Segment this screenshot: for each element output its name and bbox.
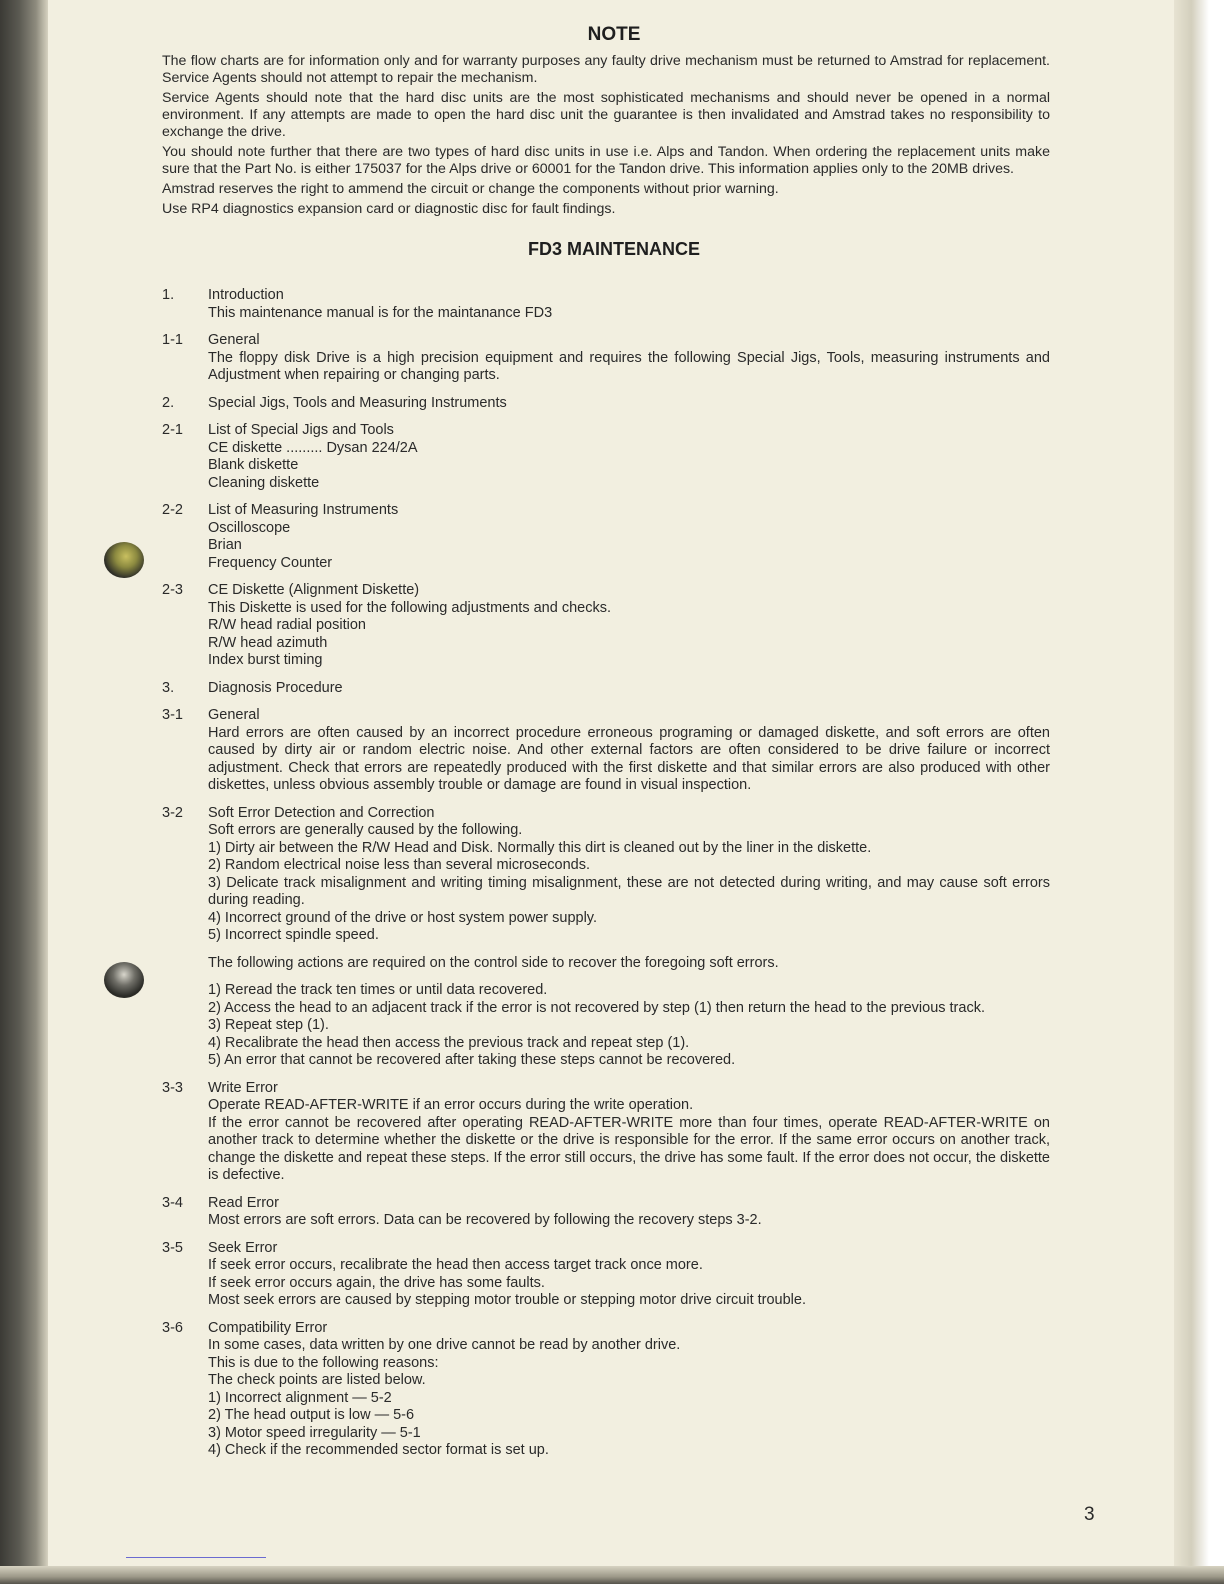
note-block <box>162 53 1050 218</box>
section-number: 2. <box>162 394 175 411</box>
binder-edge <box>0 0 48 1584</box>
section-line: Soft errors are generally caused by the following. <box>208 822 523 838</box>
section-1 <box>162 287 1050 322</box>
maintenance-sections <box>162 287 1050 1460</box>
note-paragraph: The flow charts are for information only and for warranty purposes any faulty drive mechanism must be returned to Amstrad for replacement. Service Agents should not attempt to repair the mechanism. <box>162 53 1050 86</box>
section-2-2 <box>162 502 1050 572</box>
section-line: The following actions are required on the control side to recover the foregoing soft errors. <box>208 954 779 971</box>
section-3-1 <box>162 707 1050 795</box>
recovery-step: 5) An error that cannot be recovered after taking these steps cannot be recovered. <box>208 1052 736 1068</box>
check-point: 1) Incorrect alignment — 5-2 <box>208 1389 392 1406</box>
section-3 <box>162 680 1050 698</box>
section-paragraph: Hard errors are often caused by an incorrect procedure erroneous programing or damaged diskette, and soft errors are often caused by dirty air or random electric noise. And other external factors are often considered to be drive failure or incorrect adjustment. Check that errors are repeatedly produced with the first diskette and that similar errors are also produced with other diskettes, unless obvious assembly trouble or damage are found in visual inspection. <box>208 724 1050 793</box>
binder-hole-lower <box>104 962 144 998</box>
section-heading: Seek Error <box>208 1239 278 1256</box>
section-line: Most errors are soft errors. Data can be recovered by following the recovery steps 3-2. <box>208 1212 762 1228</box>
section-3-4 <box>162 1195 1050 1230</box>
section-line: This Diskette is used for the following adjustments and checks. <box>208 599 611 616</box>
section-number: 3-6 <box>162 1319 183 1336</box>
section-number: 3-3 <box>162 1079 183 1096</box>
section-3-6 <box>162 1320 1050 1460</box>
note-paragraph: Amstrad reserves the right to ammend the circuit or change the components without prior warning. <box>162 181 779 197</box>
section-line: The check points are listed below. <box>208 1372 426 1388</box>
check-point: 2) The head output is low — 5-6 <box>208 1407 415 1423</box>
section-number: 1-1 <box>162 332 183 348</box>
page-edge-bottom <box>0 1566 1224 1584</box>
section-line: Operate READ-AFTER-WRITE if an error occurs during the write operation. <box>208 1097 694 1113</box>
scan-mark <box>126 1557 266 1558</box>
section-line: 2) Random electrical noise less than several microseconds. <box>208 857 591 873</box>
document-page <box>162 24 1050 1470</box>
note-title: NOTE <box>587 24 641 45</box>
section-heading: Introduction <box>208 287 284 303</box>
section-number: 1. <box>162 287 175 303</box>
section-number: 3-1 <box>162 707 183 723</box>
note-paragraph: You should note further that there are two types of hard disc units in use i.e. Alps and Tandon. When ordering the replacement units make sure that the Part No. is either 175037 for the Alps drive or 60001 for the Tandon drive. This information applies only to the 20MB drives. <box>162 144 1050 177</box>
page-edge-right <box>1174 0 1224 1584</box>
section-line: Blank diskette <box>208 457 299 473</box>
recovery-step: 4) Recalibrate the head then access the previous track and repeat step (1). <box>208 1034 690 1051</box>
section-heading: CE Diskette (Alignment Diskette) <box>208 582 420 598</box>
section-line: 4) Incorrect ground of the drive or host system power supply. <box>208 909 597 926</box>
section-line: Most seek errors are caused by stepping motor trouble or stepping motor drive circuit trouble. <box>208 1292 806 1308</box>
check-point: 4) Check if the recommended sector format is set up. <box>208 1442 549 1458</box>
section-line: R/W head radial position <box>208 617 366 633</box>
binder-hole-upper <box>104 542 144 578</box>
recovery-step: 3) Repeat step (1). <box>208 1017 329 1033</box>
section-2 <box>162 395 1050 413</box>
section-paragraph: If the error cannot be recovered after operating READ-AFTER-WRITE more than four times, operate READ-AFTER-WRITE on another track to determine whether the diskette or the drive is responsible for the error. If the same error occurs on another track, change the diskette and repeat these steps. If the error still occurs, the drive has some fault. If the error does not occur, the diskette is defective. <box>208 1114 1050 1183</box>
section-3-2 <box>162 805 1050 1070</box>
section-heading: Soft Error Detection and Correction <box>208 804 435 821</box>
section-1-1 <box>162 332 1050 385</box>
section-heading: List of Measuring Instruments <box>208 502 399 518</box>
section-line: Brian <box>208 537 242 553</box>
section-line: Frequency Counter <box>208 554 333 571</box>
section-heading: Compatibility Error <box>208 1319 328 1336</box>
section-number: 2-1 <box>162 422 183 438</box>
recovery-step: 1) Reread the track ten times or until data recovered. <box>208 982 548 998</box>
section-number: 3-5 <box>162 1239 183 1256</box>
section-number: 2-3 <box>162 582 183 598</box>
section-heading: Special Jigs, Tools and Measuring Instruments <box>208 394 507 411</box>
section-line: Cleaning diskette <box>208 474 320 491</box>
section-line: CE diskette ......... Dysan 224/2A <box>208 439 418 456</box>
note-paragraph: Service Agents should note that the hard disc units are the most sophisticated mechanisms and should never be opened in a normal environment. If any attempts are made to open the hard disc unit the guarantee is then invalidated and Amstrad takes no responsibility to exchange the drive. <box>162 90 1050 140</box>
section-line: This maintenance manual is for the maintanance FD3 <box>208 304 553 321</box>
recovery-step: 2) Access the head to an adjacent track if the error is not recovered by step (1) then return the head to the previous track. <box>208 999 985 1016</box>
section-number: 3-4 <box>162 1194 183 1211</box>
check-point: 3) Motor speed irregularity — 5-1 <box>208 1424 421 1441</box>
section-3-5 <box>162 1240 1050 1310</box>
section-number: 2-2 <box>162 502 183 518</box>
section-line: This is due to the following reasons: <box>208 1354 439 1371</box>
section-heading: Write Error <box>208 1079 278 1096</box>
section-line: Index burst timing <box>208 652 323 668</box>
section-number: 3-2 <box>162 804 183 821</box>
section-heading: Read Error <box>208 1194 279 1211</box>
section-line: 5) Incorrect spindle speed. <box>208 927 379 943</box>
section-line: In some cases, data written by one drive cannot be read by another drive. <box>208 1337 681 1353</box>
section-paragraph: The floppy disk Drive is a high precision equipment and requires the following Special Jigs, Tools, measuring instruments and Adjustment when repairing or changing parts. <box>208 349 1050 383</box>
section-2-3 <box>162 582 1050 670</box>
section-line: 1) Dirty air between the R/W Head and Disk. Normally this dirt is cleaned out by the liner in the diskette. <box>208 839 872 856</box>
section-line: If seek error occurs, recalibrate the head then access target track once more. <box>208 1257 703 1273</box>
section-heading: General <box>208 707 260 723</box>
section-heading: General <box>208 332 260 348</box>
section-line: Oscilloscope <box>208 519 291 536</box>
maintenance-title: FD3 MAINTENANCE <box>527 239 700 259</box>
section-paragraph: 3) Delicate track misalignment and writing timing misalignment, these are not detected during writing, and may cause soft errors during reading. <box>208 874 1050 908</box>
section-3-3 <box>162 1080 1050 1185</box>
section-2-1 <box>162 422 1050 492</box>
page-number: 3 <box>1084 1504 1095 1525</box>
section-heading: Diagnosis Procedure <box>208 679 343 696</box>
section-number: 3. <box>162 679 175 696</box>
note-paragraph: Use RP4 diagnostics expansion card or diagnostic disc for fault findings. <box>162 201 616 217</box>
section-line: If seek error occurs again, the drive has some faults. <box>208 1274 545 1291</box>
section-line: R/W head azimuth <box>208 634 328 651</box>
section-heading: List of Special Jigs and Tools <box>208 422 394 438</box>
